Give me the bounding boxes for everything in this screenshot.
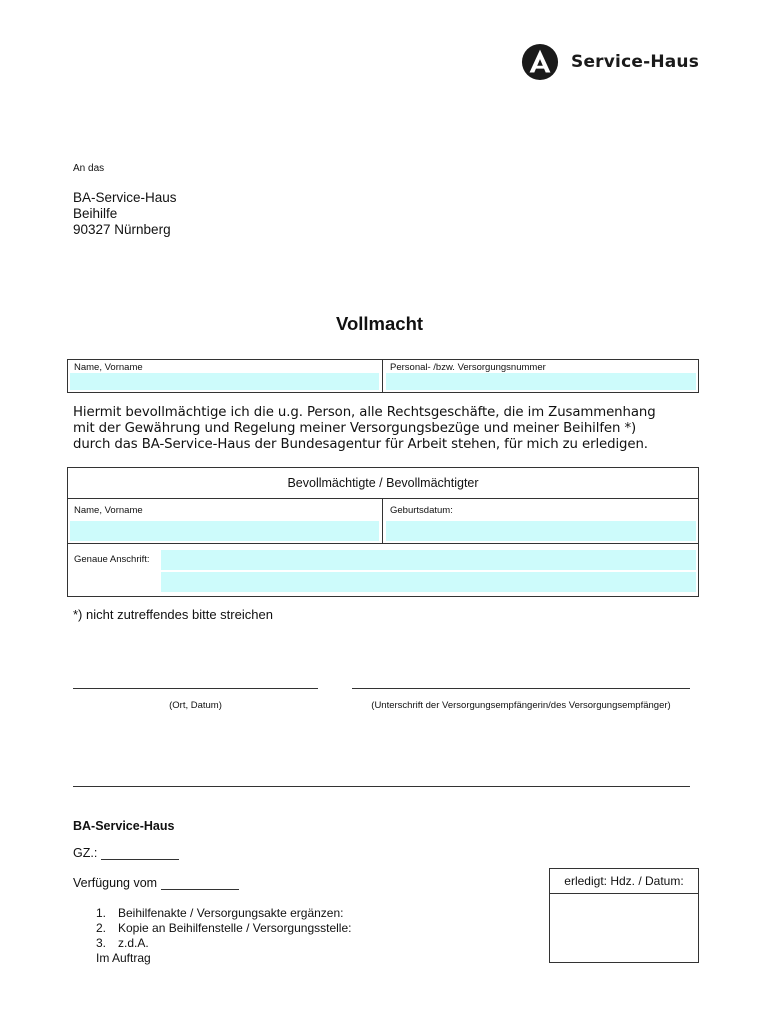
signature-caption: (Unterschrift der Versorgungsempfängerin/des Versorgungsempfänger) bbox=[371, 700, 671, 711]
office-instructions bbox=[96, 906, 351, 966]
agent-name-label: Name, Vorname bbox=[74, 505, 143, 516]
list-item: 3. z.d.A. bbox=[96, 936, 149, 950]
document-title: Vollmacht bbox=[336, 313, 424, 334]
statement-line3: durch das BA-Service-Haus der Bundesagentur für Arbeit stehen, für mich zu erledigen. bbox=[73, 437, 648, 452]
authorization-statement bbox=[73, 405, 713, 453]
footnote: *) nicht zutreffendes bitte streichen bbox=[73, 607, 273, 622]
agent-name-cell bbox=[68, 499, 383, 543]
agent-address-field-2[interactable] bbox=[161, 572, 696, 592]
recipient-prefix: An das bbox=[73, 163, 105, 174]
office-heading: BA-Service-Haus bbox=[73, 819, 175, 833]
agent-name-row bbox=[68, 499, 698, 544]
principal-number-label: Personal- /bzw. Versorgungsnummer bbox=[390, 362, 546, 373]
list-item: 1. Beihilfenakte / Versorgungsakte ergänzen: bbox=[96, 906, 344, 920]
agent-address-label: Genaue Anschrift: bbox=[74, 554, 150, 565]
verfuegung-row bbox=[73, 876, 239, 890]
gz-row bbox=[73, 846, 179, 860]
principal-name-label: Name, Vorname bbox=[74, 362, 143, 373]
list-item: 2. Kopie an Beihilfenstelle / Versorgungsstelle: bbox=[96, 921, 352, 935]
recipient-address bbox=[73, 190, 177, 238]
done-box-label: erledigt: Hdz. / Datum: bbox=[550, 869, 698, 894]
gz-field[interactable] bbox=[101, 847, 179, 860]
agent-box bbox=[67, 467, 699, 597]
principal-name-field[interactable] bbox=[70, 373, 379, 390]
agent-heading: Bevollmächtigte / Bevollmächtigter bbox=[68, 468, 698, 499]
recipient-line2: Beihilfe bbox=[73, 206, 118, 221]
place-date-caption: (Ort, Datum) bbox=[169, 700, 222, 711]
section-divider bbox=[73, 786, 690, 787]
agent-birth-field[interactable] bbox=[386, 521, 696, 541]
ba-triangle-logo-icon bbox=[521, 43, 559, 81]
agent-address-field-1[interactable] bbox=[161, 550, 696, 570]
agent-address-row bbox=[68, 544, 698, 596]
recipient-line1: BA-Service-Haus bbox=[73, 190, 177, 205]
gz-label: GZ.: bbox=[73, 846, 98, 860]
service-haus-logo bbox=[521, 42, 699, 82]
principal-box bbox=[67, 359, 699, 393]
verfuegung-label: Verfügung vom bbox=[73, 876, 158, 890]
statement-line2: mit der Gewährung und Regelung meiner Versorgungsbezüge und meiner Beihilfen *) bbox=[73, 421, 637, 436]
recipient-line3: 90327 Nürnberg bbox=[73, 222, 171, 237]
done-box bbox=[549, 868, 699, 963]
closing-text: Im Auftrag bbox=[96, 951, 151, 965]
done-box-field[interactable] bbox=[550, 894, 698, 962]
principal-name-cell bbox=[68, 360, 383, 392]
verfuegung-date-field[interactable] bbox=[161, 877, 239, 890]
place-date-line[interactable] bbox=[73, 688, 318, 689]
signature-line[interactable] bbox=[352, 688, 690, 689]
agent-name-field[interactable] bbox=[70, 521, 379, 541]
principal-number-field[interactable] bbox=[386, 373, 696, 390]
statement-line1: Hiermit bevollmächtige ich die u.g. Person, alle Rechtsgeschäfte, die im Zusammenhang bbox=[73, 405, 656, 420]
logo-text: Service-Haus bbox=[571, 52, 700, 72]
agent-birth-label: Geburtsdatum: bbox=[390, 505, 453, 516]
